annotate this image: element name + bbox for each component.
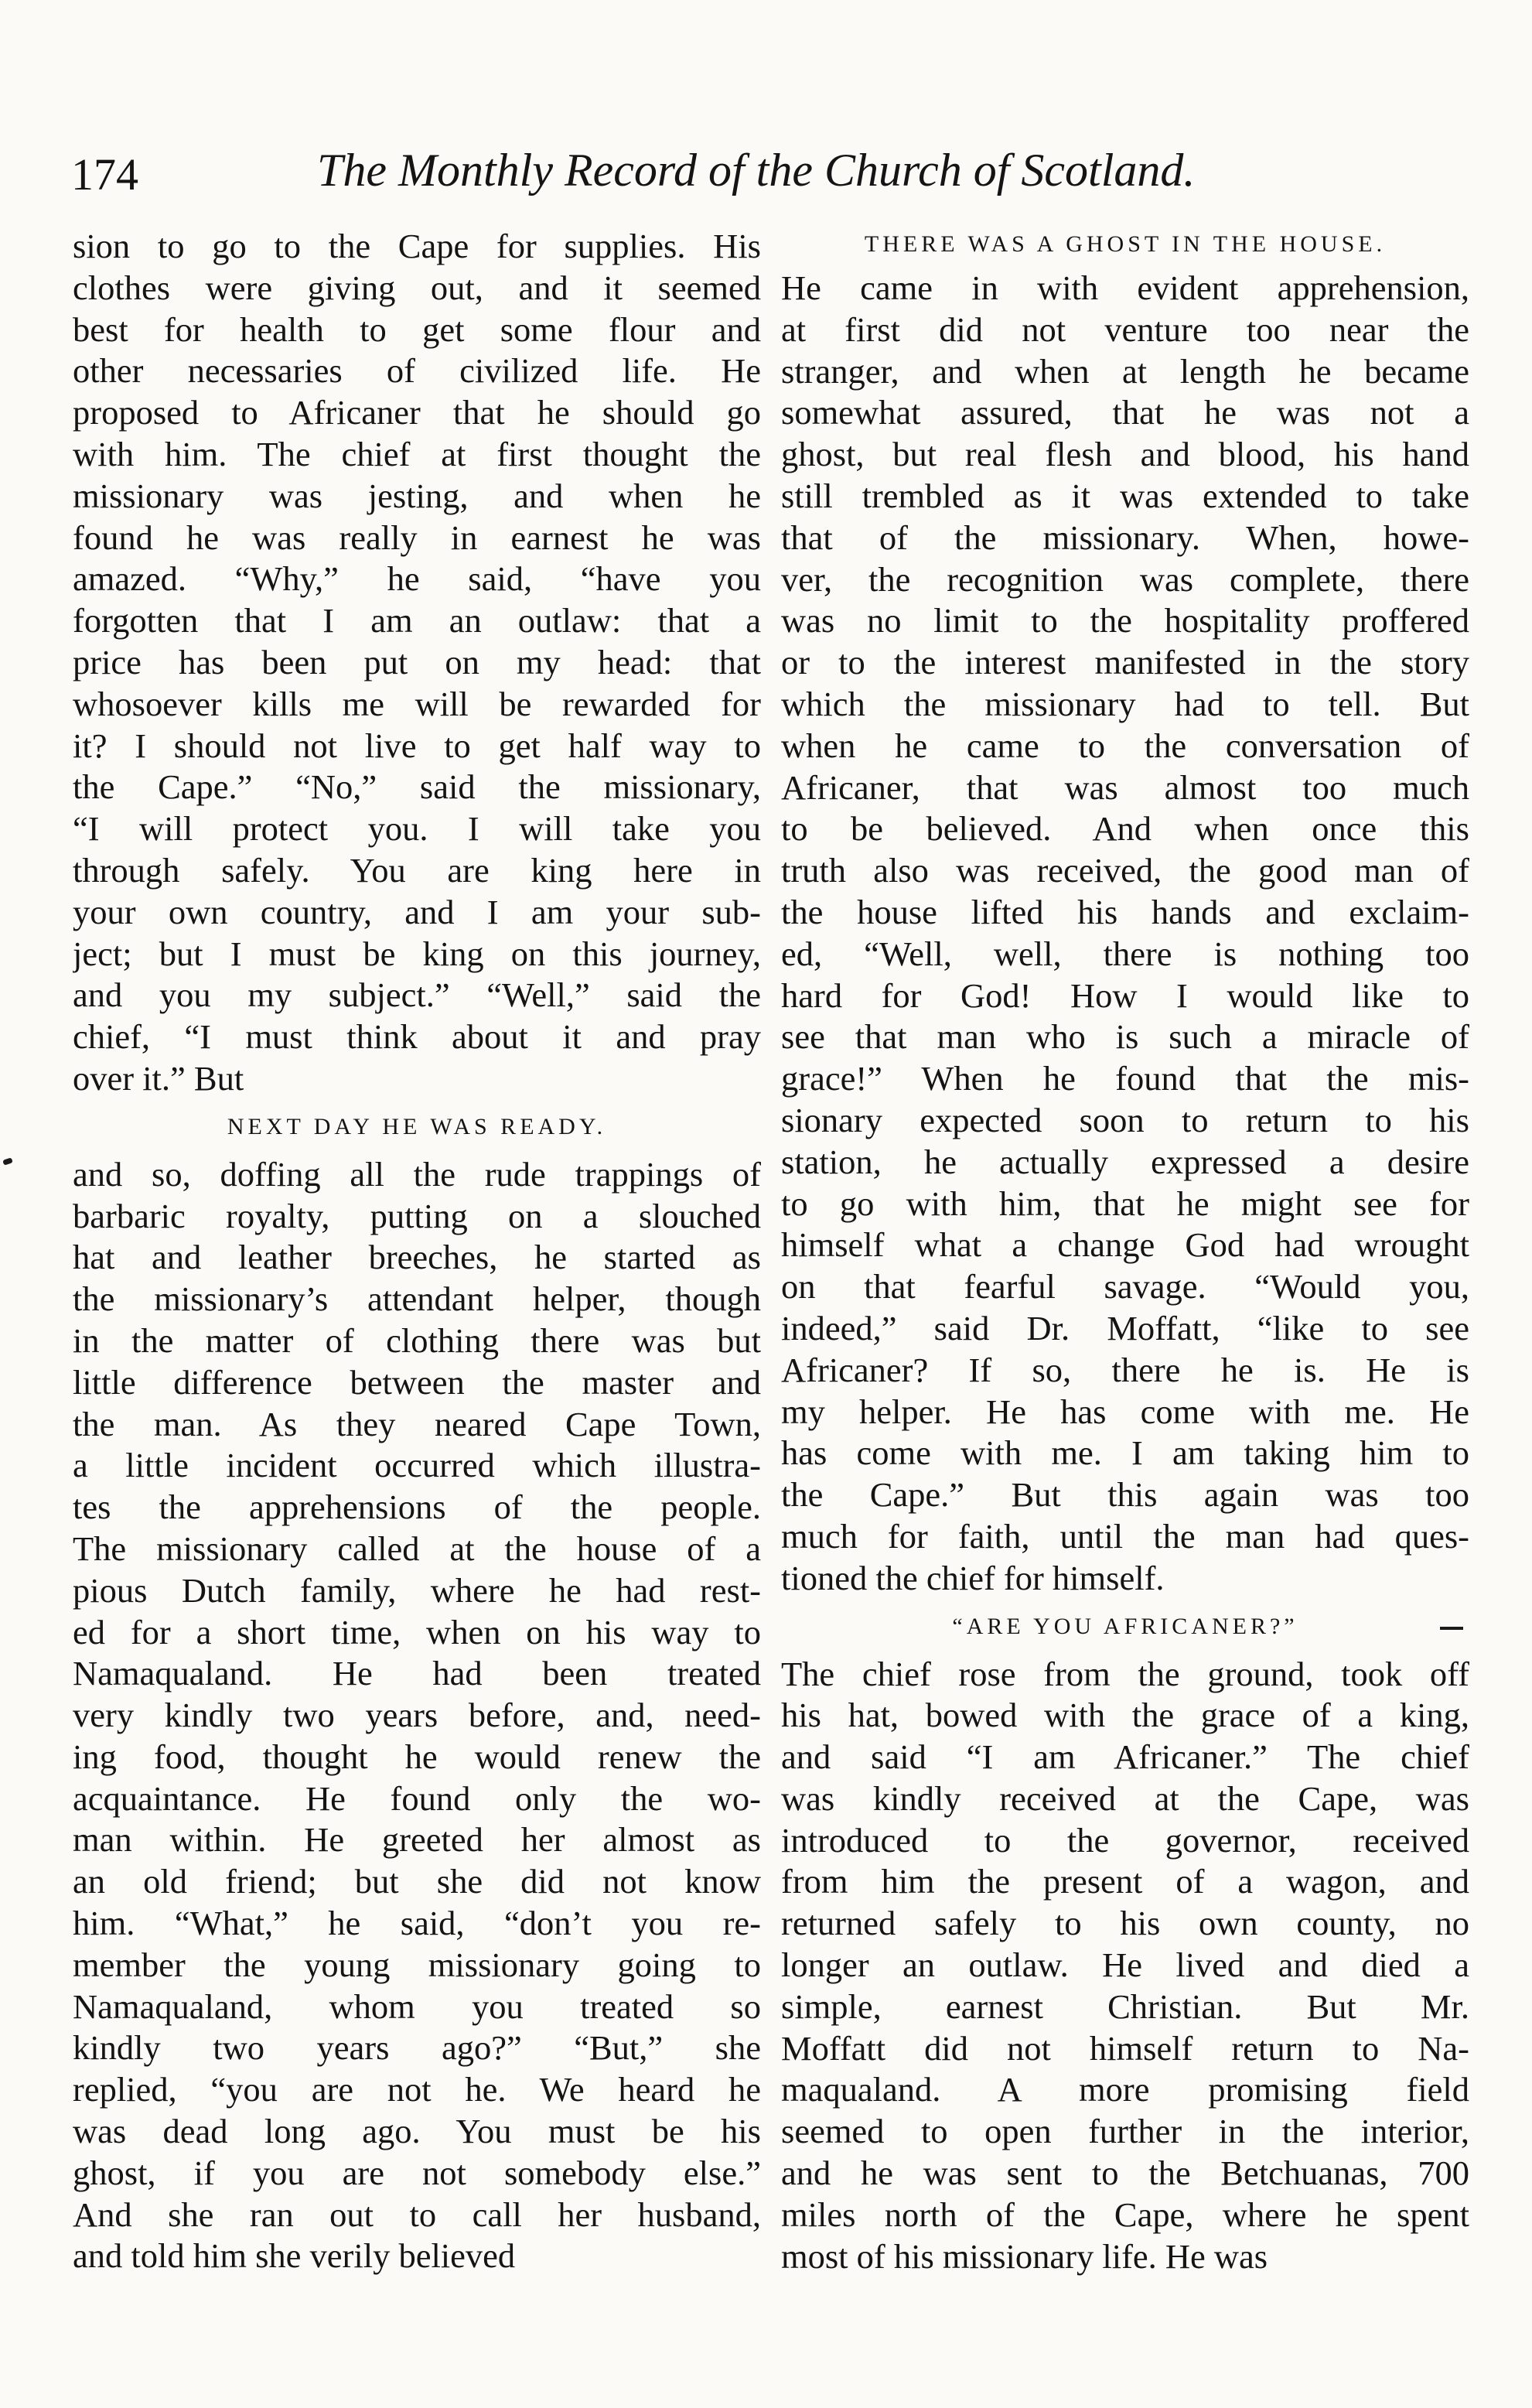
text-line: the Cape.” But this again was too bbox=[781, 1475, 1469, 1515]
text-line: see that man who is such a miracle of bbox=[781, 1017, 1469, 1057]
right-paragraph-1 bbox=[781, 268, 1469, 1600]
text-line: tes the apprehensions of the people. bbox=[73, 1487, 761, 1527]
text-line: Moffatt did not himself return to Na- bbox=[781, 2028, 1469, 2068]
text-line: Namaqualand. He had been treated bbox=[73, 1654, 761, 1693]
right-column bbox=[781, 226, 1469, 2277]
text-line: to go with him, that he might see for bbox=[781, 1184, 1469, 1223]
text-line: from him the present of a wagon, and bbox=[781, 1862, 1469, 1901]
text-line: over it.” But bbox=[73, 1058, 244, 1098]
text-line: clothes were giving out, and it seemed bbox=[73, 268, 761, 307]
text-line: member the young missionary going to bbox=[73, 1945, 761, 1984]
text-line: ghost, but real flesh and blood, his hand bbox=[781, 435, 1469, 474]
text-line: your own country, and I am your sub- bbox=[73, 892, 761, 931]
text-line: the missionary’s attendant helper, though bbox=[73, 1279, 761, 1319]
text-line: “I will protect you. I will take you bbox=[73, 809, 761, 849]
text-line: an old friend; but she did not know bbox=[73, 1862, 761, 1901]
running-head bbox=[71, 144, 1262, 213]
left-paragraph-2 bbox=[73, 1154, 761, 2278]
text-line: and so, doffing all the rude trappings of bbox=[73, 1154, 761, 1194]
text-line: amazed. “Why,” he said, “have you bbox=[73, 559, 761, 599]
text-line: sionary expected soon to return to his bbox=[781, 1100, 1469, 1139]
text-line: hat and leather breeches, he started as bbox=[73, 1238, 761, 1277]
section-heading-next-day: NEXT DAY HE WAS READY. bbox=[227, 1113, 607, 1139]
text-line: his hat, bowed with the grace of a king, bbox=[781, 1696, 1469, 1735]
text-line: was kindly received at the Cape, was bbox=[781, 1778, 1469, 1818]
text-line: forgotten that I am an outlaw: that a bbox=[73, 601, 761, 640]
text-line: was dead long ago. You must be his bbox=[73, 2112, 761, 2151]
text-line: simple, earnest Christian. But Mr. bbox=[781, 1986, 1469, 2026]
text-line: the house lifted his hands and exclaim- bbox=[781, 892, 1469, 931]
text-line: The missionary called at the house of a bbox=[73, 1528, 761, 1568]
text-line: has come with me. I am taking him to bbox=[781, 1433, 1469, 1473]
text-line: sion to go to the Cape for supplies. His bbox=[73, 227, 761, 265]
text-line: Africaner, that was almost too much bbox=[781, 767, 1469, 807]
text-line: ject; but I must be king on this journey, bbox=[73, 934, 761, 973]
text-line: acquaintance. He found only the wo- bbox=[73, 1778, 761, 1818]
text-line: found he was really in earnest he was bbox=[73, 517, 761, 557]
text-line: at first did not venture too near the bbox=[781, 309, 1469, 349]
text-line: ed for a short time, when on his way to bbox=[73, 1612, 761, 1651]
text-line: longer an outlaw. He lived and died a bbox=[781, 1945, 1469, 1985]
text-line: and said “I am Africaner.” The chief bbox=[781, 1737, 1469, 1777]
text-line: replied, “you are not he. We heard he bbox=[73, 2070, 761, 2109]
left-paragraph-1 bbox=[73, 226, 761, 1100]
text-line: other necessaries of civilized life. He bbox=[73, 351, 761, 391]
text-line: He came in with evident apprehension, bbox=[781, 268, 1469, 307]
text-line: himself what a change God had wrought bbox=[781, 1225, 1469, 1265]
text-line: in the matter of clothing there was but bbox=[73, 1320, 761, 1360]
right-paragraph-2 bbox=[781, 1654, 1469, 2278]
section-rule bbox=[1440, 1627, 1463, 1630]
text-line: and told him she verily believed bbox=[73, 2236, 516, 2276]
page-number: 174 bbox=[71, 149, 138, 200]
text-line: ed, “Well, well, there is nothing too bbox=[781, 934, 1469, 973]
text-line: Africaner? If so, there he is. He is bbox=[781, 1350, 1469, 1389]
text-line: and you my subject.” “Well,” said the bbox=[73, 975, 761, 1015]
text-line: my helper. He has come with me. He bbox=[781, 1392, 1469, 1431]
text-line: little difference between the master and bbox=[73, 1362, 761, 1402]
text-line: through safely. You are king here in bbox=[73, 850, 761, 890]
text-line: much for faith, until the man had ques- bbox=[781, 1516, 1469, 1556]
left-column bbox=[73, 226, 761, 2277]
text-line: And she ran out to call her husband, bbox=[73, 2195, 761, 2234]
text-line: station, he actually expressed a desire bbox=[781, 1142, 1469, 1181]
text-line: stranger, and when at length he became bbox=[781, 351, 1469, 391]
text-line: the man. As they neared Cape Town, bbox=[73, 1404, 761, 1443]
text-line: man within. He greeted her almost as bbox=[73, 1820, 761, 1860]
text-line: truth also was received, the good man of bbox=[781, 851, 1469, 890]
text-line: him. “What,” he said, “don’t you re- bbox=[73, 1904, 761, 1943]
section-heading-africaner: “ARE YOU AFRICANER?” bbox=[952, 1613, 1298, 1639]
text-line: which the missionary had to tell. But bbox=[781, 684, 1469, 723]
text-line: seemed to open further in the interior, bbox=[781, 2112, 1469, 2151]
text-line: ghost, if you are not somebody else.” bbox=[73, 2153, 761, 2192]
text-line: chief, “I must think about it and pray bbox=[73, 1017, 761, 1057]
text-line: to be believed. And when once this bbox=[781, 809, 1469, 849]
text-line: barbaric royalty, putting on a slouched bbox=[73, 1196, 761, 1235]
text-line: the Cape.” “No,” said the missionary, bbox=[73, 767, 761, 807]
text-line: indeed,” said Dr. Moffatt, “like to see bbox=[781, 1308, 1469, 1347]
text-line: or to the interest manifested in the story bbox=[781, 643, 1469, 682]
text-line: somewhat assured, that he was not a bbox=[781, 393, 1469, 432]
text-line: maqualand. A more promising field bbox=[781, 2070, 1469, 2109]
text-line: price has been put on my head: that bbox=[73, 642, 761, 681]
text-line: still trembled as it was extended to take bbox=[781, 476, 1469, 515]
text-line: a little incident occurred which illustra- bbox=[73, 1446, 761, 1485]
section-heading-ghost: THERE WAS A GHOST IN THE HOUSE. bbox=[864, 231, 1387, 257]
text-line: kindly two years ago?” “But,” she bbox=[73, 2028, 761, 2068]
text-line: proposed to Africaner that he should go bbox=[73, 393, 761, 432]
text-line: pious Dutch family, where he had rest- bbox=[73, 1570, 761, 1610]
text-line: tioned the chief for himself. bbox=[781, 1558, 1165, 1597]
text-line: very kindly two years before, and, need- bbox=[73, 1696, 761, 1735]
text-line: hard for God! How I would like to bbox=[781, 975, 1469, 1015]
text-line: whosoever kills me will be rewarded for bbox=[73, 684, 761, 723]
text-line: returned safely to his own county, no bbox=[781, 1904, 1469, 1943]
text-line: when he came to the conversation of bbox=[781, 726, 1469, 765]
text-line: miles north of the Cape, where he spent bbox=[781, 2195, 1469, 2234]
text-line: that of the missionary. When, howe- bbox=[781, 517, 1469, 557]
text-line: The chief rose from the ground, took off bbox=[781, 1654, 1469, 1693]
text-line: most of his missionary life. He was bbox=[781, 2236, 1268, 2276]
text-line: it? I should not live to get half way to bbox=[73, 726, 761, 765]
text-line: with him. The chief at first thought the bbox=[73, 434, 761, 473]
text-line: best for health to get some flour and bbox=[73, 309, 761, 349]
text-line: was no limit to the hospitality proffered bbox=[781, 601, 1469, 640]
text-line: on that fearful savage. “Would you, bbox=[781, 1267, 1469, 1306]
text-line: missionary was jesting, and when he bbox=[73, 476, 761, 515]
text-line: ing food, thought he would renew the bbox=[73, 1737, 761, 1776]
margin-mark bbox=[2, 1157, 13, 1165]
text-line: Namaqualand, whom you treated so bbox=[73, 1986, 761, 2026]
text-line: and he was sent to the Betchuanas, 700 bbox=[781, 2154, 1469, 2193]
text-line: ver, the recognition was complete, there bbox=[781, 559, 1469, 599]
text-line: grace!” When he found that the mis- bbox=[781, 1059, 1469, 1098]
text-line: introduced to the governor, received bbox=[781, 1820, 1469, 1860]
journal-title: The Monthly Record of the Church of Scotland. bbox=[317, 145, 1196, 196]
